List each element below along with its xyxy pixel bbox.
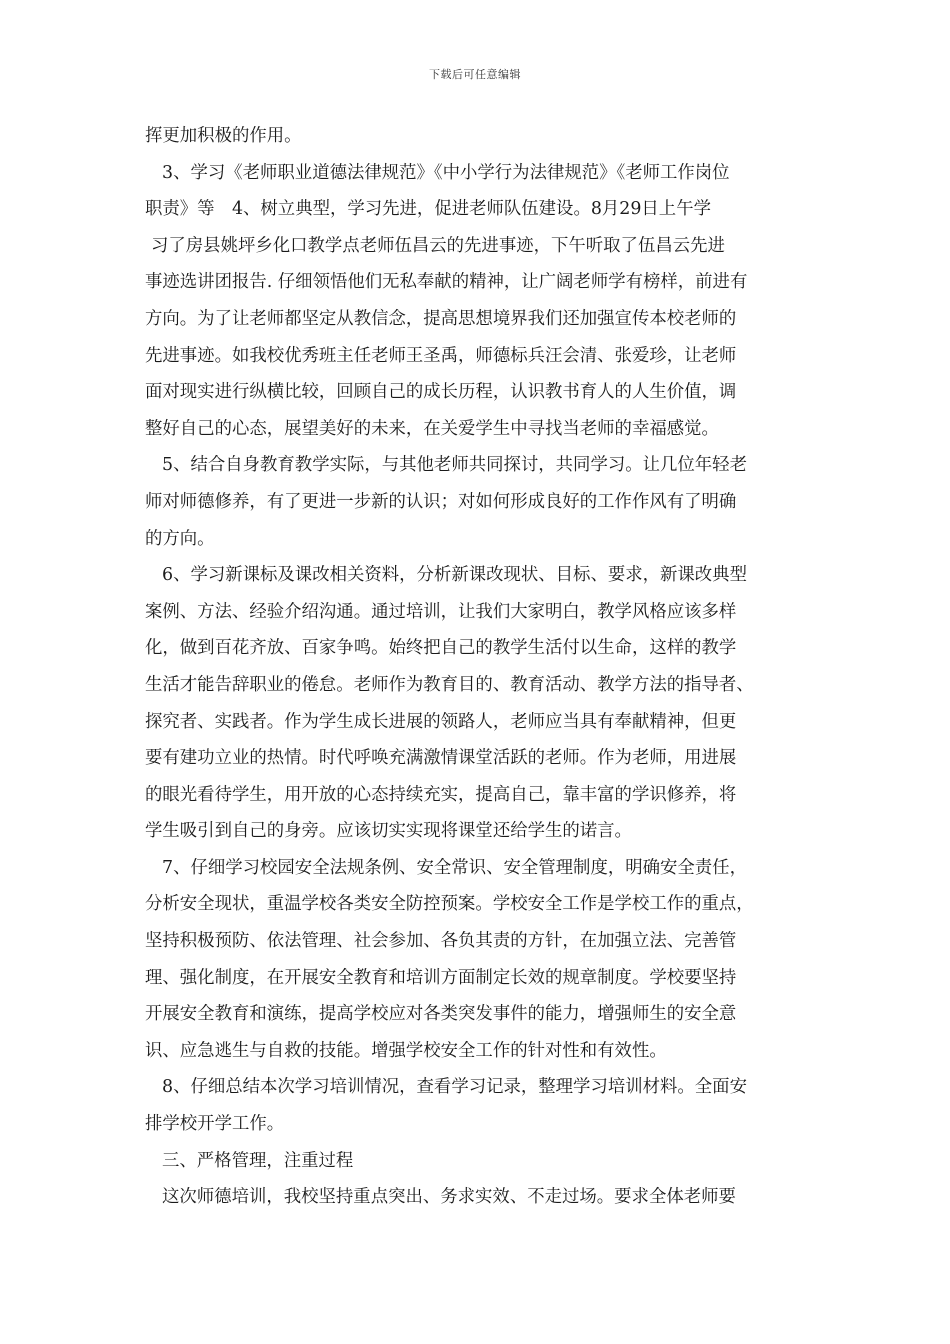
text-line: 理、强化制度，在开展安全教育和培训方面制定长效的规章制度。学校要坚持 [145, 967, 737, 988]
text-line: 3、学习《老师职业道德法律规范》《中小学行为法律规范》《老师工作岗位 [162, 162, 730, 183]
text-line: 的眼光看待学生，用开放的心态持续充实，提高自己，靠丰富的学识修养，将 [145, 784, 737, 805]
page-header: 下载后可任意编辑 [429, 68, 521, 81]
text-line: 坚持积极预防、依法管理、社会参加、各负其责的方针，在加强立法、完善管 [145, 931, 737, 952]
text-line: 分析安全现状，重温学校各类安全防控预案。学校安全工作是学校工作的重点， [145, 894, 754, 915]
text-line: 5、结合自身教育教学实际，与其他老师共同探讨，共同学习。让几位年轻老 [162, 455, 747, 476]
text-line: 先进事迹。如我校优秀班主任老师王圣禹，师德标兵汪会清、张爱珍，让老师 [145, 345, 737, 366]
text-line: 8、仔细总结本次学习培训情况，查看学习记录，整理学习培训材料。全面安 [162, 1077, 747, 1098]
text-line: 习了房县姚坪乡化口教学点老师伍昌云的先进事迹，下午听取了伍昌云先进 [151, 235, 725, 256]
text-line: 三、严格管理，注重过程 [162, 1150, 354, 1171]
text-line: 探究者、实践者。作为学生成长进展的领路人，老师应当具有奉献精神，但更 [145, 711, 737, 732]
text-line: 要有建功立业的热情。时代呼唤充满激情课堂活跃的老师。作为老师，用进展 [145, 748, 737, 769]
text-line: 识、应急逃生与自救的技能。增强学校安全工作的针对性和有效性。 [145, 1040, 667, 1061]
text-line: 开展安全教育和演练，提高学校应对各类突发事件的能力，增强师生的安全意 [145, 1004, 737, 1025]
text-line: 整好自己的心态，展望美好的未来，在关爱学生中寻找当老师的幸福感觉。 [145, 418, 719, 439]
text-line: 的方向。 [145, 528, 215, 549]
document-body [145, 118, 815, 1216]
text-line: 方向。为了让老师都坚定从教信念，提高思想境界我们还加强宣传本校老师的 [145, 308, 737, 329]
text-line: 案例、方法、经验介绍沟通。通过培训，让我们大家明白，教学风格应该多样 [145, 601, 737, 622]
text-line: 学生吸引到自己的身旁。应该切实实现将课堂还给学生的诺言。 [145, 821, 632, 842]
text-line: 6、学习新课标及课改相关资料，分析新课改现状、目标、要求，新课改典型 [162, 565, 747, 586]
text-line: 排学校开学工作。 [145, 1114, 285, 1135]
text-line: 挥更加积极的作用。 [145, 126, 302, 146]
text-line: 事迹选讲团报告. 仔细领悟他们无私奉献的精神，让广阔老师学有榜样，前进有 [145, 272, 748, 293]
text-line: 生活才能告辞职业的倦怠。老师作为教育目的、教育活动、教学方法的指导者、 [145, 674, 754, 695]
text-line: 师对师德修养，有了更进一步新的认识；对如何形成良好的工作作风有了明确 [145, 491, 737, 512]
text-line: 7、仔细学习校园安全法规条例、安全常识、安全管理制度，明确安全责任， [162, 857, 747, 878]
text-line: 化，做到百花齐放、百家争鸣。始终把自己的教学生活付以生命，这样的教学 [145, 638, 737, 659]
text-line: 面对现实进行纵横比较，回顾自己的成长历程，认识教书育人的人生价值，调 [145, 382, 737, 403]
text-line: 职责》等 4、树立典型，学习先进，促进老师队伍建设。8月29日上午学 [145, 199, 711, 220]
text-line: 这次师德培训，我校坚持重点突出、务求实效、不走过场。要求全体老师要 [162, 1187, 736, 1208]
